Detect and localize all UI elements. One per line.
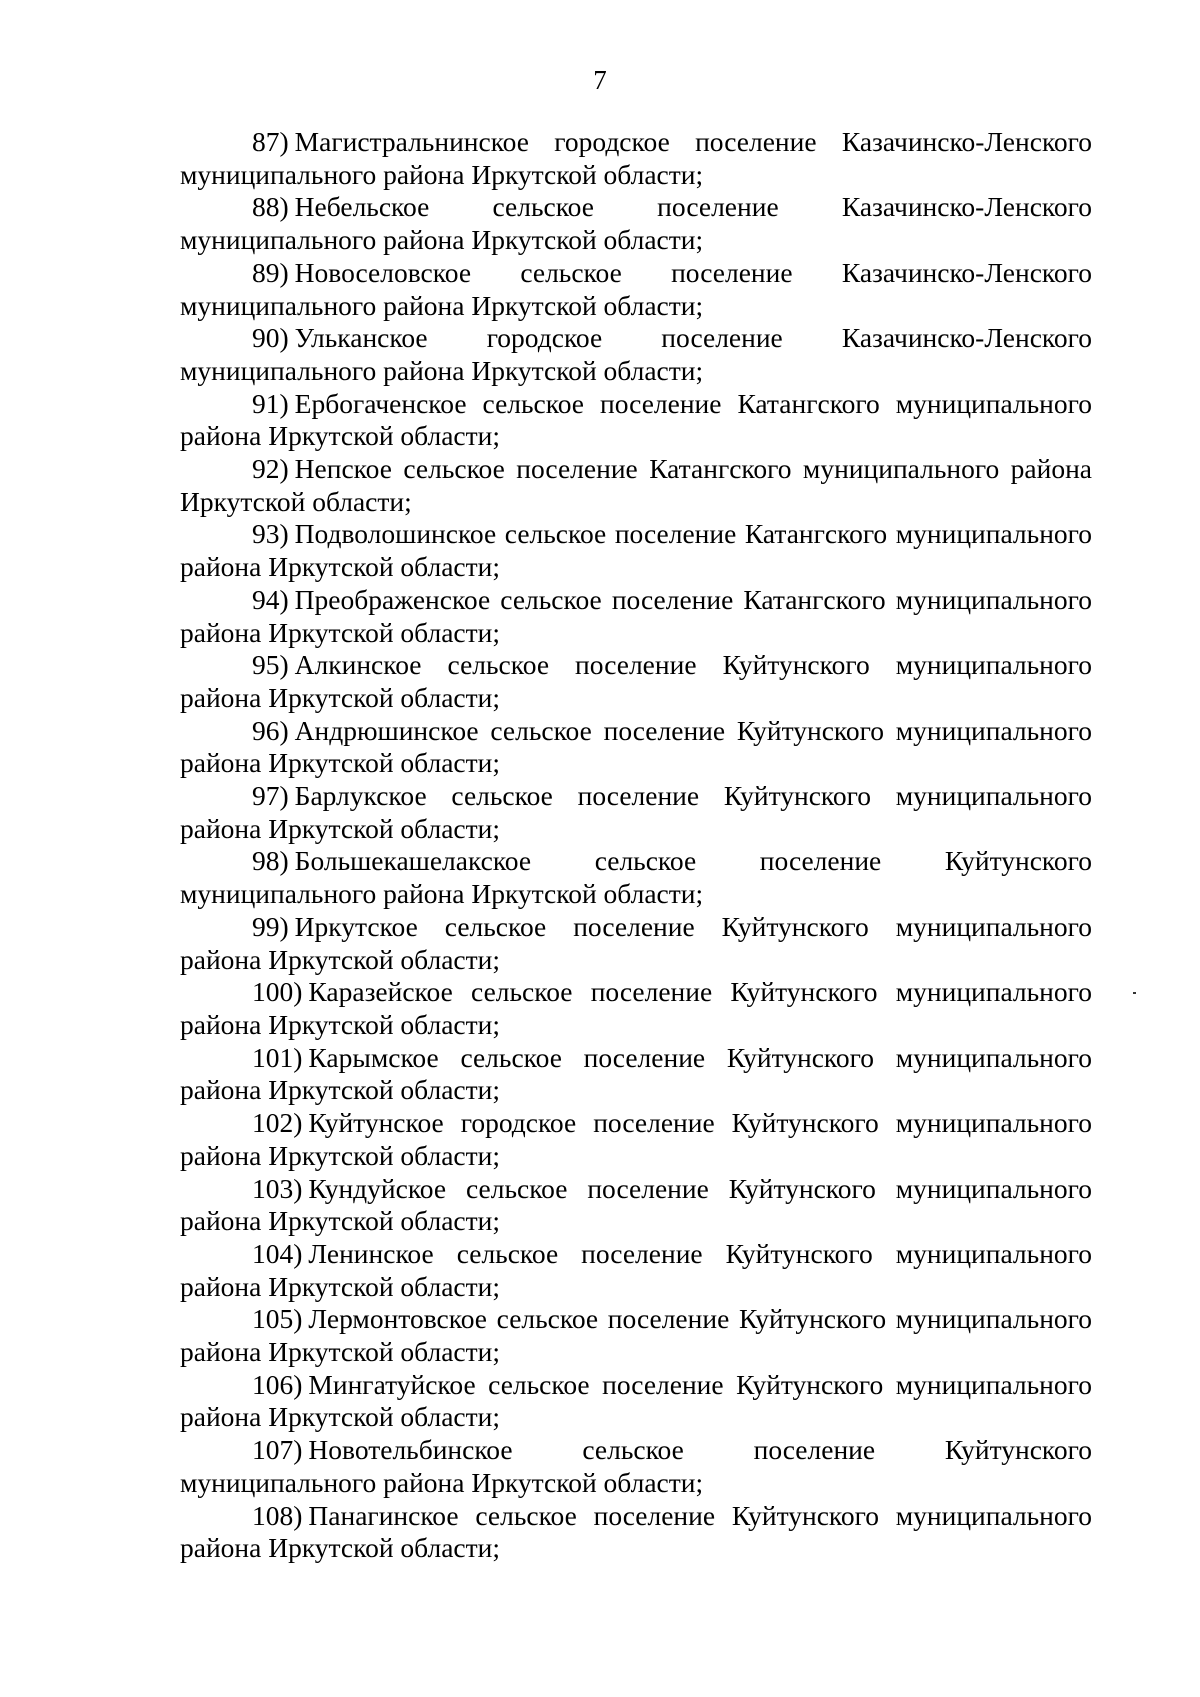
item-text: Алкинское сельское поселение Куйтунского муниципального района Иркутской области;: [180, 649, 1092, 713]
list-item: [180, 1434, 1092, 1499]
item-text: Магистральнинское городское поселение Казачинско-Ленского муниципального района Иркутской области;: [180, 126, 1092, 190]
item-text: Новотельбинское сельское поселение Куйтунского муниципального района Иркутской области;: [180, 1434, 1092, 1498]
item-text: Большекашелакское сельское поселение Куйтунского муниципального района Иркутской области;: [180, 845, 1092, 910]
item-number: 88): [252, 191, 289, 223]
item-text: Ербогаченское сельское поселение Катангского муниципального района Иркутской области;: [180, 387, 1092, 452]
item-text: Ленинское сельское поселение Куйтунского муниципального района Иркутской области;: [180, 1237, 1092, 1302]
scan-speck: [1133, 992, 1136, 994]
list-item: [180, 257, 1092, 322]
item-number: 98): [252, 845, 289, 877]
list-item: [180, 976, 1092, 1041]
item-number: 105): [252, 1303, 303, 1335]
item-number: 93): [252, 518, 289, 550]
list-item: [180, 1238, 1092, 1303]
item-text: Барлукское сельское поселение Куйтунского муниципального района Иркутской области;: [180, 780, 1092, 844]
item-number: 96): [252, 714, 289, 746]
list-item: [180, 518, 1092, 583]
item-text: Карымское сельское поселение Куйтунского муниципального района Иркутской области;: [180, 1041, 1092, 1106]
item-text: Панагинское сельское поселение Куйтунского муниципального района Иркутской области;: [180, 1499, 1092, 1564]
item-number: 106): [252, 1368, 303, 1400]
item-text: Ульканское городское поселение Казачинско-Ленского муниципального района Иркутской области;: [180, 322, 1092, 386]
item-number: 97): [252, 780, 289, 812]
item-number: 91): [252, 387, 289, 419]
item-number: 104): [252, 1237, 303, 1269]
item-number: 87): [252, 126, 289, 157]
item-text: Мингатуйское сельское поселение Куйтунского муниципального района Иркутской области;: [180, 1368, 1092, 1433]
item-number: 100): [252, 976, 303, 1008]
item-number: 90): [252, 322, 289, 354]
settlement-list: [180, 126, 1092, 1565]
item-text: Новоселовское сельское поселение Казачинско-Ленского муниципального района Иркутской области;: [180, 256, 1092, 321]
item-text: Лермонтовское сельское поселение Куйтунского муниципального района Иркутской области;: [180, 1303, 1092, 1368]
item-text: Небельское сельское поселение Казачинско-Ленского муниципального района Иркутской области;: [180, 191, 1092, 256]
page-number: 7: [593, 65, 607, 95]
item-text: Андрюшинское сельское поселение Куйтунского муниципального района Иркутской области;: [180, 714, 1092, 779]
item-number: 99): [252, 910, 289, 942]
item-number: 95): [252, 649, 289, 681]
item-text: Непское сельское поселение Катангского муниципального района Иркутской области;: [180, 453, 1092, 517]
list-item: [180, 649, 1092, 714]
list-item: [180, 715, 1092, 780]
list-item: [180, 1107, 1092, 1172]
list-item: [180, 584, 1092, 649]
item-text: Кундуйское сельское поселение Куйтунского муниципального района Иркутской области;: [180, 1172, 1092, 1237]
item-number: 102): [252, 1107, 303, 1139]
list-item: [180, 1042, 1092, 1107]
item-number: 108): [252, 1499, 303, 1531]
list-item: [180, 126, 1092, 191]
list-item: [180, 388, 1092, 453]
item-number: 103): [252, 1172, 303, 1204]
item-number: 94): [252, 583, 289, 615]
item-number: 107): [252, 1434, 303, 1466]
list-item: [180, 191, 1092, 256]
item-text: Иркутское сельское поселение Куйтунского муниципального района Иркутской области;: [180, 910, 1092, 975]
list-item: [180, 845, 1092, 910]
list-item: [180, 911, 1092, 976]
item-number: 92): [252, 453, 289, 485]
item-text: Преображенское сельское поселение Катангского муниципального района Иркутской области;: [180, 583, 1092, 648]
list-item: [180, 322, 1092, 387]
list-item: [180, 780, 1092, 845]
item-number: 89): [252, 256, 289, 288]
item-text: Каразейское сельское поселение Куйтунского муниципального района Иркутской области;: [180, 976, 1092, 1040]
item-number: 101): [252, 1041, 303, 1073]
item-text: Куйтунское городское поселение Куйтунского муниципального района Иркутской области;: [180, 1107, 1092, 1171]
list-item: [180, 1173, 1092, 1238]
list-item: [180, 453, 1092, 518]
item-text: Подволошинское сельское поселение Катангского муниципального района Иркутской области;: [180, 518, 1092, 583]
list-item: [180, 1500, 1092, 1565]
list-item: [180, 1369, 1092, 1434]
list-item: [180, 1303, 1092, 1368]
